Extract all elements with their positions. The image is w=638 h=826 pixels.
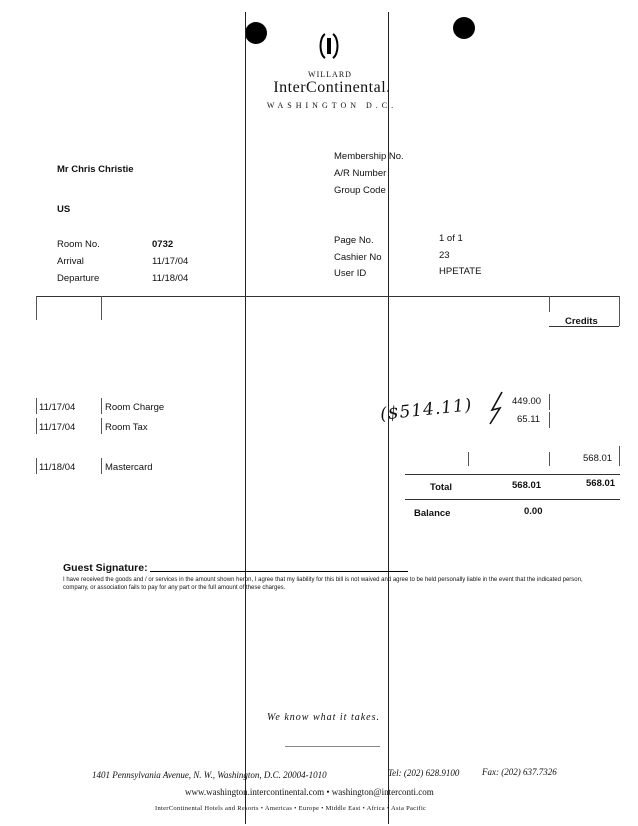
page-value: 1 of 1 — [439, 233, 463, 244]
table-tick — [36, 418, 37, 434]
footer-tel: Tel: (202) 628.9100 — [388, 768, 460, 778]
guest-country: US — [57, 204, 71, 215]
ar-number-label: A/R Number — [334, 168, 387, 179]
user-id-label: User ID — [334, 268, 367, 279]
guest-name: Mr Chris Christie — [57, 164, 134, 175]
cashier-label: Cashier No — [334, 252, 382, 263]
total-label: Total — [430, 482, 452, 493]
scan-line-left — [245, 12, 246, 824]
punch-hole-left — [245, 22, 267, 44]
row-description: Mastercard — [105, 462, 153, 473]
table-tick — [549, 296, 550, 312]
row-date: 11/17/04 — [39, 422, 76, 433]
balance-value: 0.00 — [524, 506, 543, 517]
arrival-value: 11/17/04 — [152, 256, 189, 267]
signature-line — [150, 571, 408, 572]
row-charge: 449.00 — [512, 396, 542, 407]
total-rule — [405, 474, 620, 475]
table-tick — [468, 452, 469, 466]
table-tick — [101, 296, 102, 320]
cashier-value: 23 — [439, 250, 450, 261]
handwritten-amount: ($514.11) — [379, 395, 474, 425]
footer-tagline: We know what it takes. — [267, 712, 381, 723]
row-credit: 568.01 — [583, 453, 613, 464]
footer-network: InterContinental Hotels and Resorts • Americas • Europe • Middle East • Africa • Asia Pacific — [155, 805, 427, 812]
arrival-label: Arrival — [57, 256, 84, 267]
hotel-brand: InterContinental. — [273, 79, 391, 96]
table-top-rule — [36, 296, 620, 297]
hotel-city: WASHINGTON D.C. — [266, 101, 398, 110]
table-tick — [101, 418, 102, 434]
table-tick — [36, 398, 37, 414]
table-tick — [101, 398, 102, 414]
row-description: Room Tax — [105, 422, 148, 433]
user-id-value: HPETATE — [439, 266, 482, 277]
punch-hole-right — [453, 17, 475, 39]
table-tick — [619, 446, 620, 466]
signature-label: Guest Signature: — [63, 562, 148, 574]
total-credits: 568.01 — [586, 478, 616, 489]
row-date: 11/17/04 — [39, 402, 76, 413]
table-tick — [101, 458, 102, 474]
table-tick — [549, 452, 550, 466]
handwritten-check-mark-icon — [486, 390, 508, 426]
credits-header: Credits — [565, 316, 598, 327]
table-tick — [36, 296, 37, 320]
table-tick — [549, 412, 550, 428]
row-date: 11/18/04 — [39, 462, 76, 473]
row-description: Room Charge — [105, 402, 165, 413]
table-tick — [619, 296, 620, 326]
hotel-name-top: WILLARD — [308, 70, 352, 79]
table-tick — [36, 458, 37, 474]
footer-address: 1401 Pennsylvania Avenue, N. W., Washington, D.C. 20004-1010 — [92, 770, 327, 780]
membership-label: Membership No. — [334, 151, 404, 162]
room-value: 0732 — [152, 239, 174, 250]
page-label: Page No. — [334, 235, 374, 246]
tagline-rule — [285, 746, 380, 747]
departure-label: Departure — [57, 273, 100, 284]
signature-legal-text: I have received the goods and / or services in the amount shown heron, I agree that my liability for this bill is not waived and agree to be held personally liable in the event that the indicated person, company, or association fails to pay for any part or the full amount of these charges. — [63, 577, 583, 591]
table-tick — [549, 394, 550, 410]
total-charges: 568.01 — [512, 480, 542, 491]
group-code-label: Group Code — [334, 185, 386, 196]
room-label: Room No. — [57, 239, 100, 250]
footer-web: www.washington.intercontinental.com • washington@interconti.com — [185, 787, 434, 797]
balance-label: Balance — [414, 508, 451, 519]
departure-value: 11/18/04 — [152, 273, 189, 284]
intercontinental-logo-icon — [318, 32, 340, 60]
footer-fax: Fax: (202) 637.7326 — [482, 767, 557, 777]
balance-rule — [405, 499, 620, 500]
row-charge: 65.11 — [517, 414, 541, 425]
